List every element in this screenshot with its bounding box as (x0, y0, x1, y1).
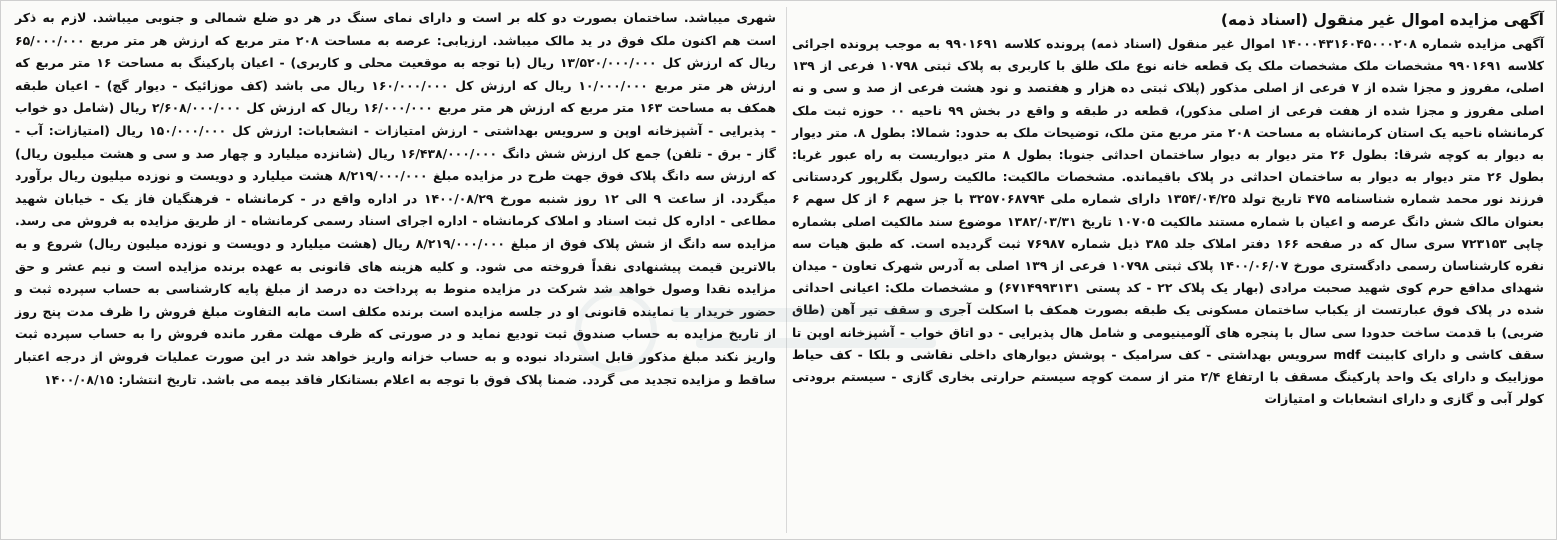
ad-body-part-1: آگهی مزایده شماره ۱۴۰۰۰۴۳۱۶۰۴۵۰۰۰۲۰۸ اموال غیر منقول (اسناد ذمه) پرونده کلاسه ۹۹۰۱۶۹۱ به موجب پرونده اجرائی کلاسه ۹۹۰۱۶۹۱ مشخصات ملک مشخصات ملک یک قطعه خانه نوع ملک طلق با کاربری به پلاک ثبتی ۱۰۷۹۸ فرعی از ۱۳۹ اصلی، مفروز و مجزا شده از ۷ فرعی از اصلی مذکور (پلاک ثبتی ده هزار و هفتصد و نود هشت فرعی از صد و سی و نه اصلی مفروز و مجزا شده از هفت فرعی از اصلی مذکور)، قطعه در طبقه و واقع در بخش ۹۹ ناحیه ۰۰ حوزه ثبت ملک کرمانشاه ناحیه یک استان کرمانشاه به مساحت ۲۰۸ متر مربع متن ملک، توضیحات ملک به حدود: شمالا: بطول ۸. متر دیوار به دیوار به کوچه شرقا: بطول ۲۶ متر دیوار به دیوار ساختمان احداثی جنوبا: بطول ۸ متر دیواریست به راه عبور غربا: بطول ۲۶ متر دیوار به دیوار به ساختمان احداثی در پلاک باقیمانده. مشخصات مالکیت: مالکیت رسول بگلرپور کردستانی فرزند نور محمد شماره شناسنامه ۴۷۵ تاریخ تولد ۱۳۵۴/۰۴/۲۵ دارای شماره ملی ۳۲۵۷۰۶۸۷۹۴ با جز سهم ۶ از کل سهم ۶ بعنوان مالک شش دانگ عرصه و اعیان با شماره مستند مالکیت ۱۰۷۰۵ تاریخ ۱۳۸۲/۰۳/۳۱ موضوع سند مالکیت اصلی بشماره چاپی ۷۲۳۱۵۳ سری سال که در صفحه ۱۶۶ دفتر املاک جلد ۳۸۵ ذیل شماره ۷۶۹۸۷ ثبت گردیده است. که طبق هیات سه نفره کارشناسان رسمی دادگستری مورخ ۱۴۰۰/۰۶/۰۷ پلاک ثبتی ۱۰۷۹۸ فرعی از ۱۳۹ اصلی به آدرس شهرک تعاون - میدان شهدای مدافع حرم کوی شهید صحبت مرادی (بهار یک پلاک ۲۲ - کد پستی ۶۷۱۴۹۹۳۱۳۱) و مشخصات ملک: اعیانی احداثی شده در پلاک فوق عبارتست از یکباب ساختمان مسکونی یک طبقه بصورت همکف با اسکلت آجری و سقف تیر آهن (طاق ضربی) با قدمت ساخت حدودا سی سال با پنجره های آلومینیومی و شامل هال پذیرایی - دو اتاق خواب - آشپزخانه اوپن تا سقف کاشی و دارای کابینت mdf سرویس بهداشتی - کف سرامیک - پوشش دیوارهای داخلی نقاشی و بلکا - کف حیاط موزاییک و دارای یک واحد پارکینگ مسقف با ارتفاع ۲/۴ متر از سمت کوچه سیستم حرارتی بخاری گازی - سیستم برودتی کولر آبی و گازی و دارای انشعابات و امتیازات (792, 36, 1545, 407)
ad-title: آگهی مزایده اموال غیر منقول (اسناد ذمه) (1220, 11, 1544, 29)
ad-body-part-2: شهری میباشد. ساختمان بصورت دو کله بر است و دارای نمای سنگ در هر دو ضلع شمالی و جنوبی میباشد. لازم به ذکر است هم اکنون ملک فوق در ید مالک میباشد. ارزیابی: عرصه به مساحت ۲۰۸ متر مربع که ارزش هر متر مربع ۶۵/۰۰۰/۰۰۰ ریال که ارزش کل ۱۳/۵۲۰/۰۰۰/۰۰۰ ریال (با توجه به موقعیت محلی و کاربری) - اعیان پارکینگ به مساحت ۱۶ متر مربع که ارزش هر متر مربع ۱۰/۰۰۰/۰۰۰ ریال که ارزش کل ۱۶۰/۰۰۰/۰۰۰ ریال می باشد (کف موزائیک - دیوار گچ) - اعیان طبقه همکف به مساحت ۱۶۳ متر مربع که ارزش هر متر مربع ۱۶/۰۰۰/۰۰۰ ریال که ارزش کل ۲/۶۰۸/۰۰۰/۰۰۰ ریال (شامل دو خواب - پذیرایی - آشپزخانه اوپن و سرویس بهداشتی - ارزش امتیازات - انشعابات: ارزش کل ۱۵۰/۰۰۰/۰۰۰ ریال (امتیازات: آب - گاز - برق - تلفن) جمع کل ارزش شش دانگ ۱۶/۴۳۸/۰۰۰/۰۰۰ ریال (شانزده میلیارد و چهار صد و سی و هشت میلیون ریال) که ارزش سه دانگ پلاک فوق جهت طرح در مزایده مبلغ ۸/۲۱۹/۰۰۰/۰۰۰ هشت میلیارد و دویست و نوزده میلیون ریال برآورد میگردد. از ساعت ۹ الی ۱۲ روز شنبه مورخ ۱۴۰۰/۰۸/۲۹ در اداره واقع در - کرمانشاه - فرهنگیان فاز یک - خیابان شهید مطاعی - اداره کل ثبت اسناد و املاک کرمانشاه - اداره اجرای اسناد رسمی کرمانشاه - از طریق مزایده به فروش می رسد. مزایده سه دانگ از شش پلاک فوق از مبلغ ۸/۲۱۹/۰۰۰/۰۰۰ ریال (هشت میلیارد و دویست و نوزده میلیون ریال) شروع و به بالاترین قیمت پیشنهادی نقداً فروخته می شود. و کلیه هزینه های قانونی به عهده برنده مزایده است و نیم عشر و حق مزایده نقدا وصول خواهد شد شرکت در مزایده منوط به پرداخت ده درصد از مبلغ پایه کارشناسی به حساب سپرده ثبت و حضور خریدار یا نماینده قانونی او در جلسه مزایده است برنده مکلف است مابه التفاوت مبلغ فروش را ظرف مدت پنج روز از تاریخ مزایده به حساب صندوق ثبت تودیع نماید و در صورتی که ظرف مهلت مقرر مانده فروش را به حساب سپرده ثبت واریز نکند مبلغ مذکور قابل استرداد نبوده و به حساب خزانه واریز خواهد شد در این صورت عملیات فروش از درجه اعتبار ساقط و مزایده تجدید می گردد. ضمنا پلاک فوق با توجه به اعلام بستانکار فاقد بیمه می باشد. تاریخ انتشار: ۱۴۰۰/۰۸/۱۵ (15, 10, 777, 387)
column-divider (786, 7, 787, 533)
ad-right-column (784, 1, 1556, 540)
ad-left-column (1, 1, 786, 540)
